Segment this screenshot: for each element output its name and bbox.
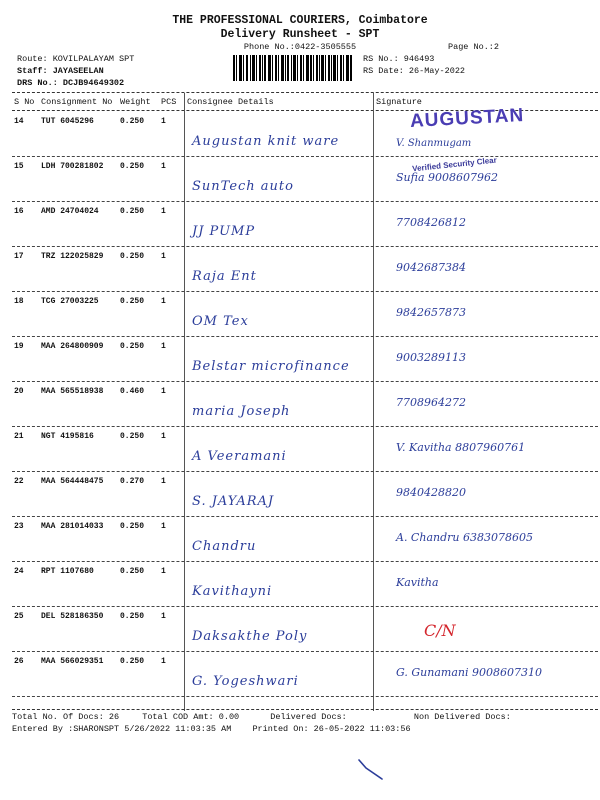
row-pcs: 1	[161, 657, 166, 666]
row-weight: 0.250	[120, 207, 145, 216]
row-sno: 26	[14, 657, 24, 666]
row-consignment-no: TRZ 122025829	[41, 252, 104, 261]
page-number: Page No.:2	[448, 42, 500, 52]
row-pcs: 1	[161, 117, 166, 126]
table-row	[0, 652, 600, 697]
row-signature: V. Shanmugam	[396, 138, 472, 149]
row-weight: 0.250	[120, 297, 145, 306]
table-row	[0, 337, 600, 382]
row-pcs: 1	[161, 342, 166, 351]
row-consignee-handwritten: SunTech auto	[192, 179, 294, 194]
footer-totals	[12, 712, 511, 722]
row-consignee-handwritten: Augustan knit ware	[192, 134, 340, 149]
row-signature: C/N	[424, 621, 456, 640]
row-consignment-no: MAA 564448475	[41, 477, 104, 486]
row-consignee-handwritten: S. JAYARAJ	[192, 494, 275, 509]
row-consignee-handwritten: Daksakthe Poly	[192, 629, 308, 644]
row-weight: 0.250	[120, 342, 145, 351]
row-weight: 0.250	[120, 252, 145, 261]
row-consignee-handwritten: maria Joseph	[192, 404, 291, 419]
barcode	[233, 55, 353, 81]
col-header-weight: Weight	[120, 97, 151, 107]
row-consignment-no: NGT 4195816	[41, 432, 94, 441]
table-row	[0, 382, 600, 427]
company-name: THE PROFESSIONAL COURIERS, Coimbatore	[172, 14, 428, 27]
phone-number: Phone No.:0422-3505555	[243, 42, 357, 52]
row-signature: 9042687384	[396, 261, 466, 274]
row-weight: 0.250	[120, 432, 145, 441]
row-sno: 23	[14, 522, 24, 531]
row-pcs: 1	[161, 612, 166, 621]
row-weight: 0.460	[120, 387, 145, 396]
table-row	[0, 427, 600, 472]
row-pcs: 1	[161, 297, 166, 306]
security-stamp: Verified Security Clear	[411, 155, 498, 174]
row-pcs: 1	[161, 477, 166, 486]
row-weight: 0.250	[120, 567, 145, 576]
col-header-signature: Signature	[376, 97, 422, 107]
rs-number: RS No.: 946493	[363, 54, 435, 64]
row-pcs: 1	[161, 432, 166, 441]
row-pcs: 1	[161, 252, 166, 261]
route-label: Route: KOVILPALAYAM SPT	[17, 54, 135, 64]
row-consignee-handwritten: OM Tex	[192, 314, 249, 329]
row-sno: 17	[14, 252, 24, 261]
row-weight: 0.250	[120, 162, 145, 171]
row-signature: 7708964272	[396, 396, 466, 409]
row-consignment-no: RPT 1107680	[41, 567, 94, 576]
row-sno: 14	[14, 117, 24, 126]
row-consignee-handwritten: Raja Ent	[192, 269, 257, 284]
row-weight: 0.250	[120, 117, 145, 126]
non-delivered-docs: Non Delivered Docs:	[413, 712, 511, 722]
row-sno: 21	[14, 432, 24, 441]
table-row	[0, 517, 600, 562]
row-consignment-no: TUT 6045296	[41, 117, 94, 126]
table-row	[0, 472, 600, 517]
footer-entry-info	[12, 724, 411, 734]
table-row	[0, 247, 600, 292]
row-pcs: 1	[161, 207, 166, 216]
row-consignment-no: AMD 24704024	[41, 207, 99, 216]
row-signature: Kavitha	[396, 576, 439, 589]
row-consignee-handwritten: Chandru	[192, 539, 257, 554]
row-sno: 16	[14, 207, 24, 216]
row-sno: 25	[14, 612, 24, 621]
row-pcs: 1	[161, 162, 166, 171]
row-weight: 0.250	[120, 612, 145, 621]
row-consignee-handwritten: Belstar microfinance	[192, 359, 350, 374]
row-sno: 18	[14, 297, 24, 306]
runsheet-title: Delivery Runsheet - SPT	[220, 28, 380, 41]
row-sno: 24	[14, 567, 24, 576]
row-consignment-no: TCG 27003225	[41, 297, 99, 306]
row-signature: 9840428820	[396, 486, 466, 499]
company-stamp: AUGUSTAN	[409, 105, 525, 132]
row-consignment-no: LDH 700281802	[41, 162, 104, 171]
header-top-rule	[12, 92, 598, 93]
table-row	[0, 562, 600, 607]
row-pcs: 1	[161, 387, 166, 396]
row-signature: V. Kavitha 8807960761	[396, 441, 526, 454]
total-docs: Total No. Of Docs: 26	[12, 712, 120, 722]
row-consignment-no: MAA 264800909	[41, 342, 104, 351]
row-separator	[12, 696, 598, 697]
staff-label: Staff: JAYASEELAN	[17, 66, 104, 76]
row-consignee-handwritten: G. Yogeshwari	[192, 674, 299, 689]
row-signature: A. Chandru 6383078605	[396, 531, 533, 544]
row-sno: 15	[14, 162, 24, 171]
row-weight: 0.270	[120, 477, 145, 486]
footer-rule	[12, 709, 598, 710]
row-pcs: 1	[161, 567, 166, 576]
col-header-sno: S No	[14, 97, 35, 107]
col-header-consignee: Consignee Details	[187, 97, 274, 107]
row-sno: 22	[14, 477, 24, 486]
total-cod: Total COD Amt: 0.00	[142, 712, 240, 722]
table-row	[0, 157, 600, 202]
row-weight: 0.250	[120, 522, 145, 531]
entered-by: Entered By :SHARONSPT 5/26/2022 11:03:35 AM	[12, 724, 232, 734]
table-row	[0, 292, 600, 337]
row-pcs: 1	[161, 522, 166, 531]
printed-on: Printed On: 26-05-2022 11:03:56	[252, 724, 411, 734]
row-signature: 9842657873	[396, 306, 466, 319]
col-header-consignment: Consignment No	[41, 97, 113, 107]
drs-number: DRS No.: DCJB94649302	[17, 78, 125, 88]
col-header-pcs: PCS	[161, 97, 177, 107]
table-row	[0, 607, 600, 652]
row-signature: 9003289113	[396, 351, 466, 364]
delivered-docs: Delivered Docs:	[270, 712, 347, 722]
pen-mark	[356, 757, 386, 783]
row-consignment-no: DEL 528186350	[41, 612, 104, 621]
row-weight: 0.250	[120, 657, 145, 666]
row-signature: G. Gunamani 9008607310	[396, 666, 542, 679]
row-consignment-no: MAA 565518938	[41, 387, 104, 396]
row-consignment-no: MAA 566029351	[41, 657, 104, 666]
table-row	[0, 202, 600, 247]
row-consignee-handwritten: A Veeramani	[192, 449, 287, 464]
row-signature: Sufia 9008607962	[396, 171, 498, 184]
row-sno: 20	[14, 387, 24, 396]
row-consignee-handwritten: JJ PUMP	[192, 224, 256, 239]
row-signature: 7708426812	[396, 216, 466, 229]
row-consignee-handwritten: Kavithayni	[192, 584, 273, 599]
rs-date: RS Date: 26-May-2022	[363, 66, 466, 76]
row-sno: 19	[14, 342, 24, 351]
row-consignment-no: MAA 281014033	[41, 522, 104, 531]
